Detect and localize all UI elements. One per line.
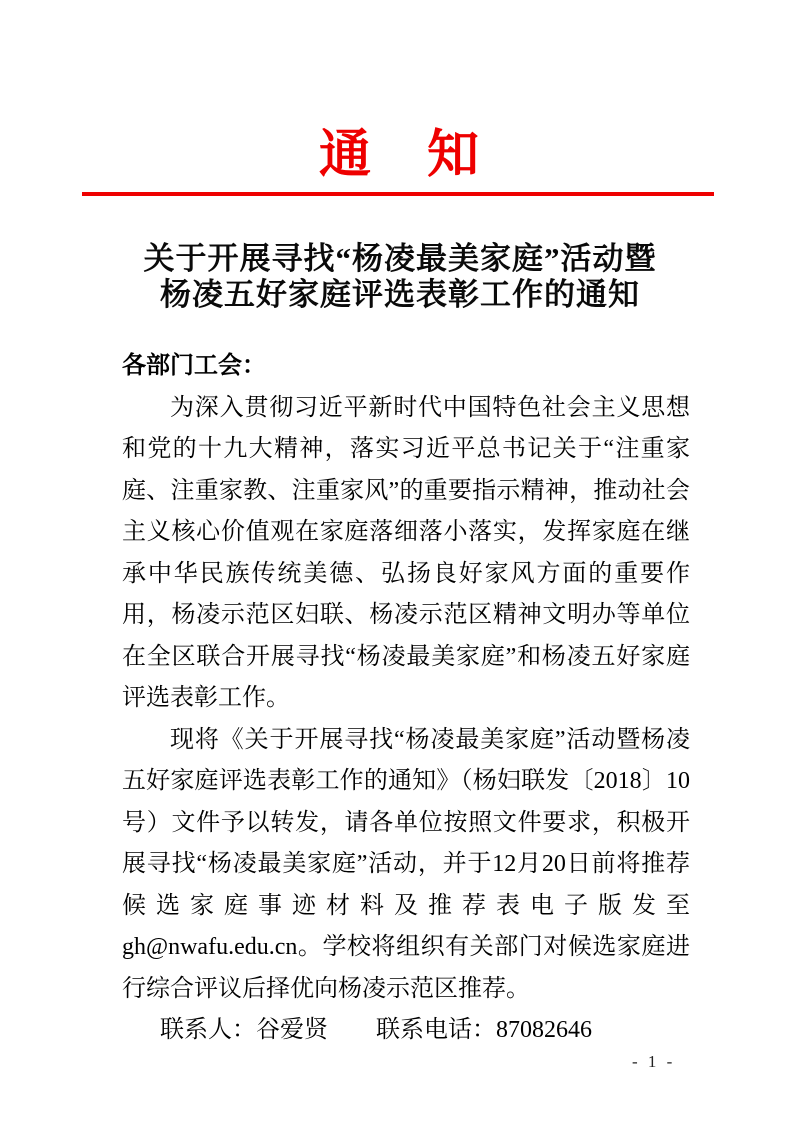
notice-header: 通 知 [318,127,481,184]
document-title [60,241,740,313]
contact-row [122,1010,690,1052]
red-divider-line [82,192,714,196]
paragraph-2: 现将《关于开展寻找“杨凌最美家庭”活动暨杨凌五好家庭评选表彰工作的通知》（杨妇联发〔2018〕10号）文件予以转发，请各单位按照文件要求，积极开展寻找“杨凌最美家庭”活动，并于12月20日前将推荐候选家庭事迹材料及推荐表电子版发至 gh@nwafu.edu.cn。学校将组织有关部门对候选家庭进行综合评议后择优向杨凌示范区推荐。 [122,726,690,1002]
paragraph-1: 为深入贯彻习近平新时代中国特色社会主义思想和党的十九大精神，落实习近平总书记关于“注重家庭、注重家教、注重家风”的重要指示精神，推动社会主义核心价值观在家庭落细落小落实，发挥家庭在继承中华民族传统美德、弘扬良好家风方面的重要作用，杨凌示范区妇联、杨凌示范区精神文明办等单位在全区联合开展寻找“杨凌最美家庭”和杨凌五好家庭评选表彰工作。 [122,394,690,711]
title-line-1: 关于开展寻找“杨凌最美家庭”活动暨 [143,241,657,276]
title-line-2: 杨凌五好家庭评选表彰工作的通知 [160,277,640,312]
contact-phone: 联系电话：87082646 [376,1017,592,1043]
contact-person: 联系人：谷爱贤 [160,1017,328,1043]
salutation: 各部门工会： [122,353,266,379]
page-number: - 1 - [632,1052,676,1071]
document-body [122,346,690,1052]
